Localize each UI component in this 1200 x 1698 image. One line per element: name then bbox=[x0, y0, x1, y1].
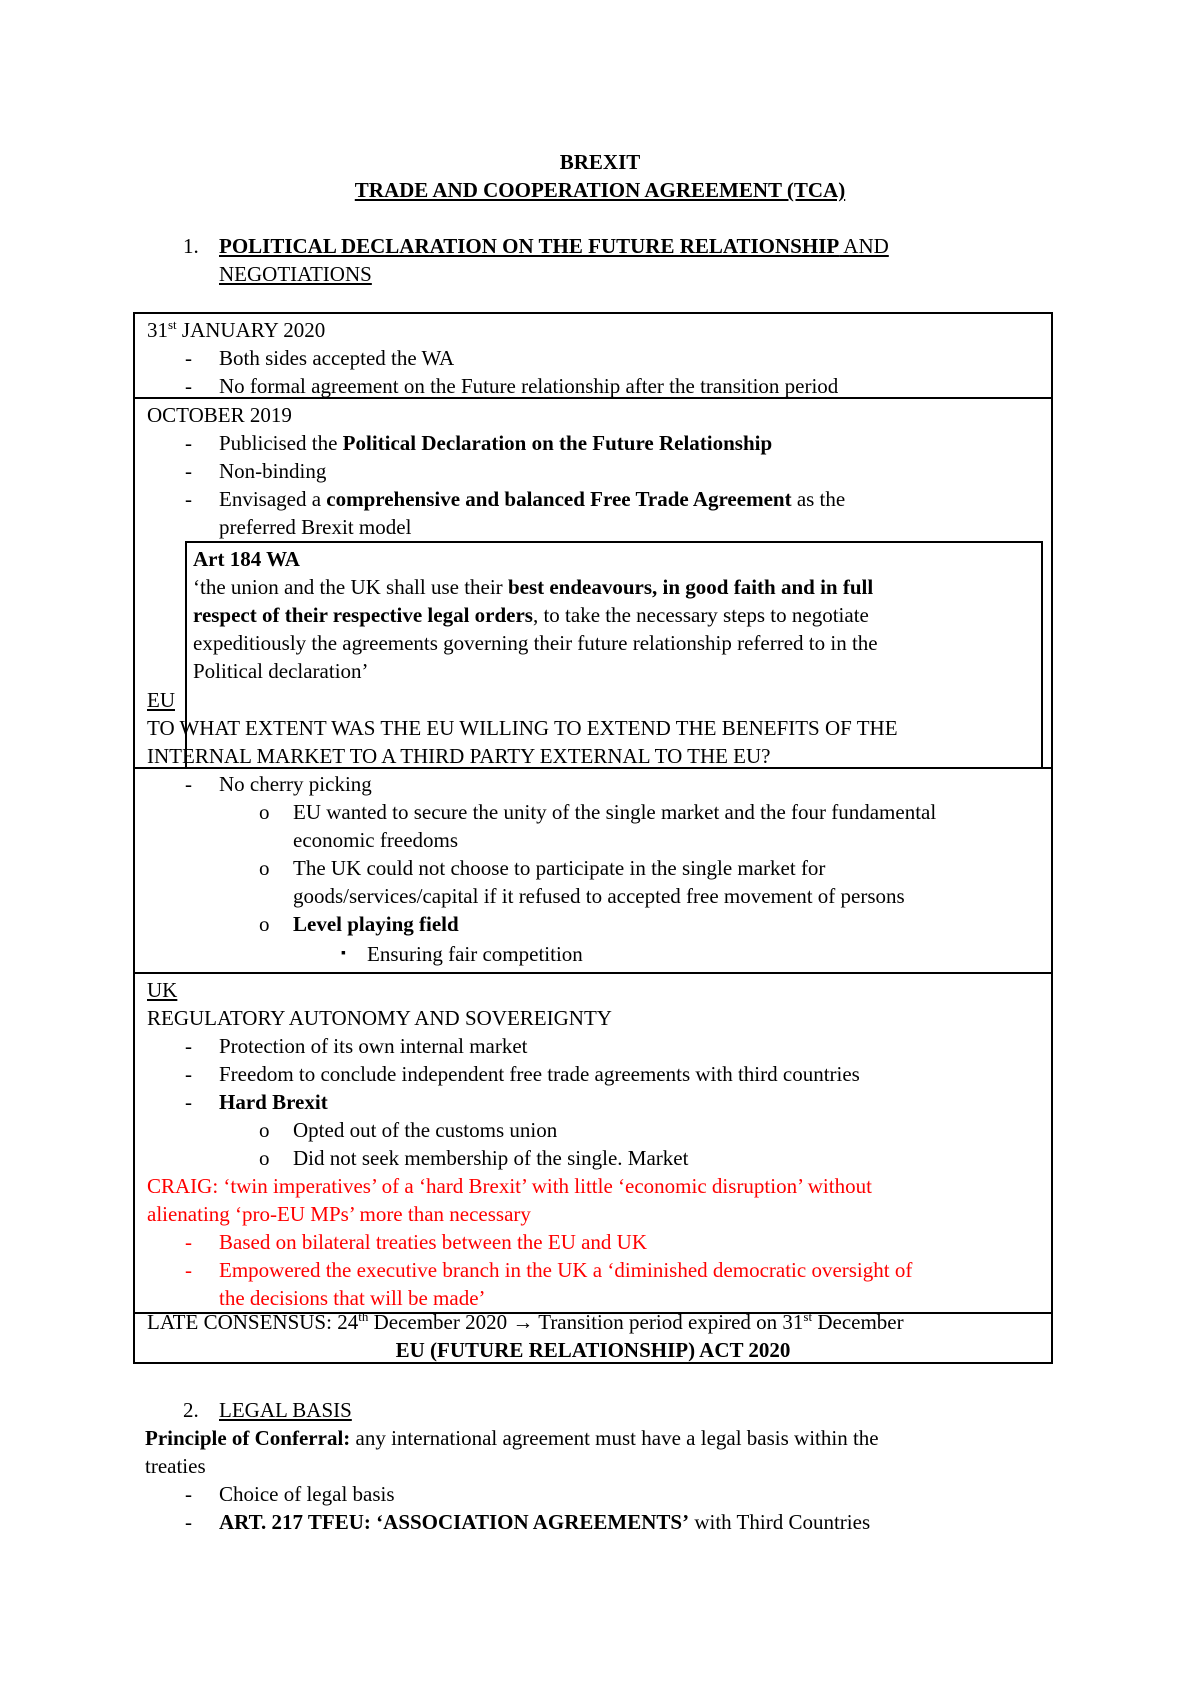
dash-bullet: - bbox=[185, 346, 192, 370]
section-1-heading-bold: POLITICAL DECLARATION ON THE FUTURE RELATIONSHIP bbox=[219, 234, 840, 258]
dash-bullet: - bbox=[185, 374, 192, 398]
dash-bullet: - bbox=[185, 1034, 192, 1058]
cell-jan-2020 bbox=[135, 314, 1051, 399]
list-item-continuation: preferred Brexit model bbox=[219, 515, 412, 539]
square-bullet: ▪ bbox=[341, 946, 346, 961]
document-subtitle: TRADE AND COOPERATION AGREEMENT (TCA) bbox=[354, 178, 846, 202]
notes-table bbox=[133, 312, 1053, 1364]
list-item: Non-binding bbox=[219, 459, 327, 483]
eu-question-line: INTERNAL MARKET TO A THIRD PARTY EXTERNAL TO THE EU? bbox=[147, 744, 771, 768]
dash-bullet: - bbox=[185, 1258, 192, 1282]
sub-item: EU wanted to secure the unity of the single market and the four fundamental bbox=[293, 800, 937, 824]
list-item: ART. 217 TFEU: ‘ASSOCIATION AGREEMENTS’ with Third Countries bbox=[219, 1510, 871, 1534]
list-item: Freedom to conclude independent free trade agreements with third countries bbox=[219, 1062, 860, 1086]
cell-late-consensus bbox=[135, 1309, 1051, 1362]
article-quote-line: expeditiously the agreements governing their future relationship referred to in the bbox=[193, 631, 878, 655]
section-2-number: 2. bbox=[183, 1398, 199, 1422]
list-item-continuation: the decisions that will be made’ bbox=[219, 1286, 486, 1310]
article-title: Art 184 WA bbox=[193, 547, 300, 571]
dash-bullet: - bbox=[185, 1090, 192, 1114]
craig-quote-line: CRAIG: ‘twin imperatives’ of a ‘hard Brexit’ with little ‘economic disruption’ without bbox=[147, 1174, 872, 1198]
sub-item-continuation: economic freedoms bbox=[293, 828, 459, 852]
dash-bullet: - bbox=[185, 772, 192, 796]
future-relationship-act: EU (FUTURE RELATIONSHIP) ACT 2020 bbox=[395, 1338, 791, 1362]
cell-oct-2019-date: OCTOBER 2019 bbox=[147, 403, 292, 427]
section-1-heading-rest: AND bbox=[839, 234, 889, 258]
dash-bullet: - bbox=[185, 1230, 192, 1254]
uk-heading: REGULATORY AUTONOMY AND SOVEREIGNTY bbox=[147, 1006, 612, 1030]
list-item: Empowered the executive branch in the UK a ‘diminished democratic oversight of bbox=[219, 1258, 913, 1282]
sub-item: The UK could not choose to participate in the single market for bbox=[293, 856, 826, 880]
dash-bullet: - bbox=[185, 487, 192, 511]
section-1-heading-line2: NEGOTIATIONS bbox=[219, 262, 372, 286]
dash-bullet: - bbox=[185, 431, 192, 455]
dash-bullet: - bbox=[185, 459, 192, 483]
section-1-number: 1. bbox=[183, 234, 199, 258]
sub-sub-item: Ensuring fair competition bbox=[367, 942, 583, 966]
conferral-line-2: treaties bbox=[145, 1454, 206, 1478]
list-item: Based on bilateral treaties between the EU and UK bbox=[219, 1230, 648, 1254]
circle-bullet: o bbox=[259, 1118, 270, 1142]
document-title: BREXIT bbox=[559, 150, 641, 174]
cell-eu bbox=[135, 684, 1051, 974]
sub-item: Did not seek membership of the single. Market bbox=[293, 1146, 689, 1170]
list-item: Publicised the Political Declaration on the Future Relationship bbox=[219, 431, 773, 455]
list-item: Hard Brexit bbox=[219, 1090, 328, 1114]
list-item: No formal agreement on the Future relationship after the transition period bbox=[219, 374, 839, 398]
craig-quote-line: alienating ‘pro-EU MPs’ more than necessary bbox=[147, 1202, 531, 1226]
cell-uk-label: UK bbox=[147, 978, 178, 1002]
sub-item: Level playing field bbox=[293, 912, 459, 936]
cell-uk bbox=[135, 974, 1051, 1314]
late-consensus-line: LATE CONSENSUS: 24th December 2020 → Transition period expired on 31st December bbox=[147, 1309, 904, 1334]
dash-bullet: - bbox=[185, 1510, 192, 1534]
circle-bullet: o bbox=[259, 1146, 270, 1170]
circle-bullet: o bbox=[259, 856, 270, 880]
cell-jan-2020-date: 31st JANUARY 2020 bbox=[147, 317, 326, 342]
conferral-line: Principle of Conferral: any international agreement must have a legal basis within the bbox=[145, 1426, 879, 1450]
list-item: Protection of its own internal market bbox=[219, 1034, 528, 1058]
section-2-heading: LEGAL BASIS bbox=[219, 1398, 352, 1422]
article-quote-line: Political declaration’ bbox=[193, 659, 369, 683]
list-item: Both sides accepted the WA bbox=[219, 346, 455, 370]
circle-bullet: o bbox=[259, 912, 270, 936]
list-item: Choice of legal basis bbox=[219, 1482, 395, 1506]
article-quote-line: respect of their respective legal orders, to take the necessary steps to negotiate bbox=[193, 603, 869, 627]
cell-eu-label: EU bbox=[147, 688, 175, 712]
dash-bullet: - bbox=[185, 1062, 192, 1086]
article-quote-line: ‘the union and the UK shall use their best endeavours, in good faith and in full bbox=[193, 575, 874, 599]
list-item: Envisaged a comprehensive and balanced Free Trade Agreement as the bbox=[219, 487, 846, 511]
list-item: No cherry picking bbox=[219, 772, 372, 796]
sub-item-continuation: goods/services/capital if it refused to accepted free movement of persons bbox=[293, 884, 905, 908]
dash-bullet: - bbox=[185, 1482, 192, 1506]
circle-bullet: o bbox=[259, 800, 270, 824]
sub-item: Opted out of the customs union bbox=[293, 1118, 558, 1142]
eu-question-line: TO WHAT EXTENT WAS THE EU WILLING TO EXTEND THE BENEFITS OF THE bbox=[147, 716, 898, 740]
